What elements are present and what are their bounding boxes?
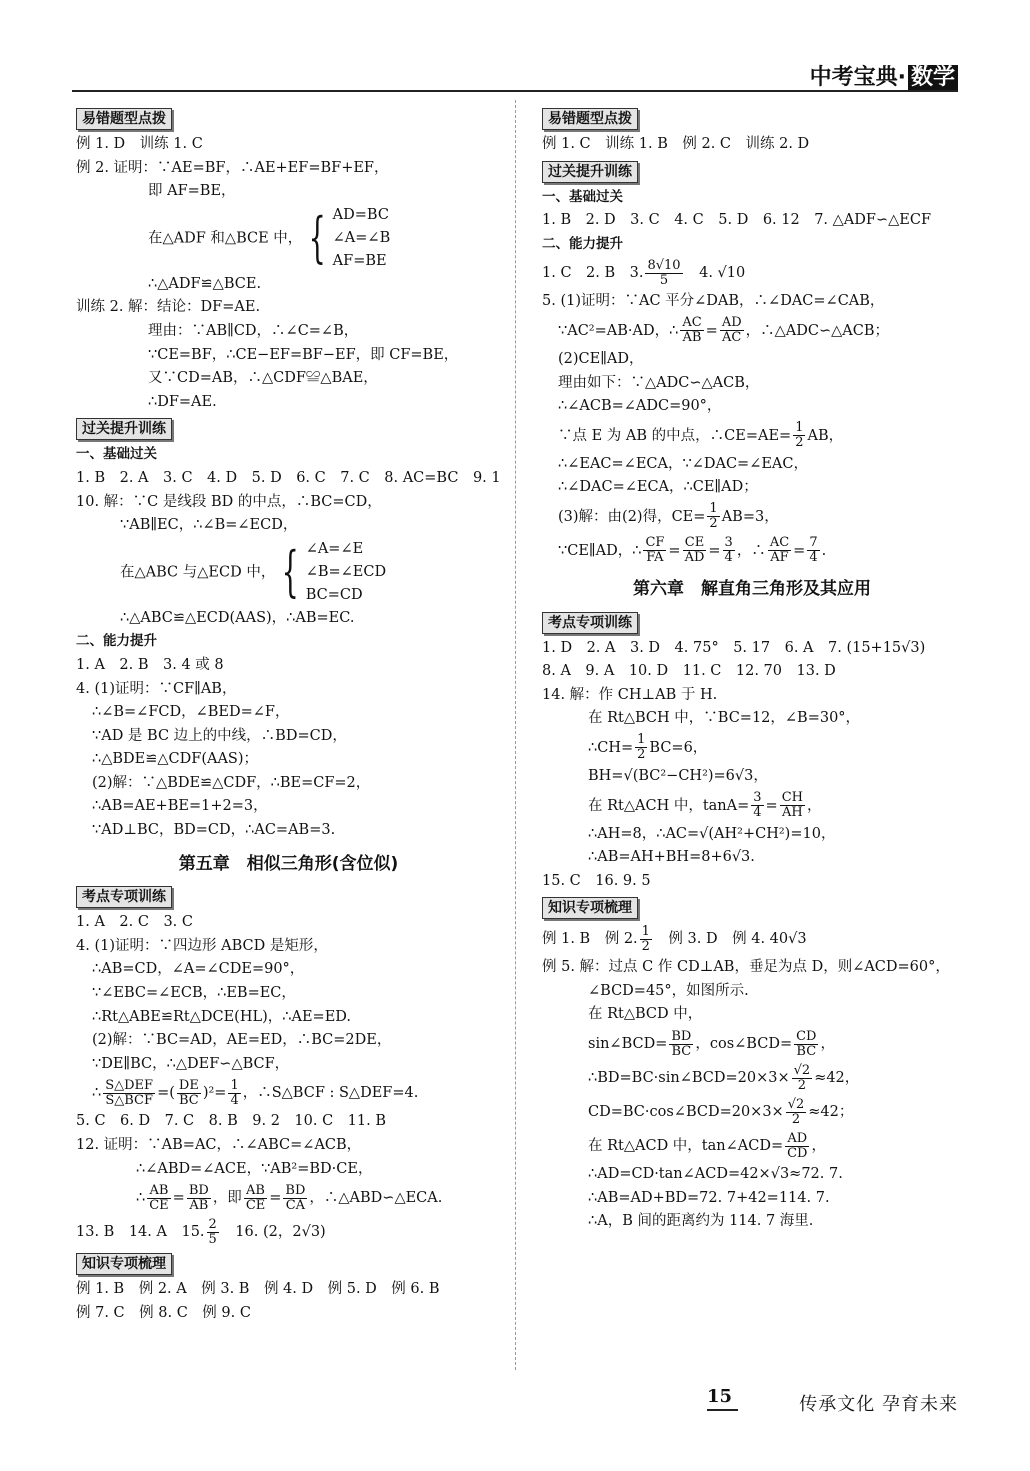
text-line: ∵AD 是 BC 边上的中线，∴BD=CD，: [92, 727, 347, 744]
chapter-title: 第五章 相似三角形(含位似): [178, 853, 399, 874]
sys-row: BC=CD: [305, 586, 363, 603]
sys-row: AF=BE: [332, 252, 387, 269]
text-span: AB=3，: [721, 508, 779, 525]
text-span: 在△ABC 与△ECD 中，: [120, 564, 276, 581]
fraction-num: CH: [781, 790, 803, 805]
text-line: 例 7. C 例 8. C 例 9. C: [76, 1304, 251, 1321]
text-line: ∴△BDE≌△CDF(AAS)；: [92, 751, 259, 768]
fraction-den: CA: [285, 1197, 306, 1213]
fraction-num: BD: [188, 1182, 209, 1198]
text-line: 1. B 2. A 3. C 4. D 5. D 6. C 7. C 8. AC=BC 9. 1: [76, 469, 501, 486]
text-span: ≈42，: [814, 1070, 860, 1087]
text-span: ∴CH=: [588, 739, 634, 756]
text-line: 4. (1)证明：∵四边形 ABCD 是矩形，: [76, 937, 328, 954]
left-column: [76, 104, 501, 1325]
fraction-den: 4: [753, 805, 762, 820]
formula-line: [542, 922, 962, 956]
section-tag: 知识专项梳理: [542, 897, 638, 919]
text-line: 理由如下：∵△ADC∽△ACB，: [558, 374, 760, 391]
subsection-title: 二、能力提升: [542, 235, 623, 252]
text-line: 即 AF=BE，: [148, 183, 236, 200]
fraction-den: 2: [797, 1077, 807, 1093]
text-span: ≈42；: [808, 1104, 854, 1121]
text-line: 例 1. C 训练 1. B 例 2. C 训练 2. D: [542, 136, 810, 152]
text-line: (2)解：∵△BDE≌△CDF，∴BE=CF=2，: [92, 774, 371, 791]
section-tag: 考点专项训练: [542, 612, 638, 634]
fraction-den: 4: [724, 550, 733, 566]
fraction-den: AF: [770, 550, 789, 566]
section-tag: 易错题型点拨: [542, 108, 638, 130]
fraction-num: 1: [709, 501, 718, 517]
formula-line: [542, 500, 962, 534]
fraction-den: BC: [671, 1043, 692, 1059]
text-span: ，∴△ABD∽△ECA.: [309, 1190, 443, 1207]
fraction-num: 8√10: [647, 257, 681, 273]
text-line: ∴DF=AE.: [148, 393, 217, 410]
column-divider: [515, 100, 516, 1370]
fraction-den: FA: [646, 550, 664, 566]
text-line: ∴AH=8，∴AC=√(AH²+CH²)=10，: [588, 825, 836, 842]
text-line: 1. A 2. B 3. 4 或 8: [76, 656, 224, 673]
text-line: ∵CE=BF，∴CE−EF=BF−EF，即 CF=BE，: [148, 346, 459, 363]
fraction-num: AB: [147, 1184, 170, 1199]
text-span: 4. √10: [684, 265, 746, 282]
fraction-den: 2: [709, 516, 718, 532]
formula-line: [542, 731, 962, 765]
text-line: 1. A 2. C 3. C: [76, 914, 193, 931]
subsection-title: 一、基础过关: [76, 446, 157, 463]
text-span: 在△ADF 和△BCE 中，: [148, 230, 303, 247]
text-line: 在 Rt△BCD 中，: [588, 1006, 703, 1023]
text-line: 5. C 6. D 7. C 8. B 9. 2 10. C 11. B: [76, 1113, 387, 1130]
section-tag: 过关提升训练: [76, 418, 172, 440]
text-span: 16. (2，2√3): [220, 1224, 326, 1241]
fraction-num: DE: [178, 1077, 199, 1093]
text-span: AB，: [807, 427, 844, 444]
text-line: ∠BCD=45°，如图所示.: [588, 982, 749, 999]
fraction-den: BC: [796, 1043, 817, 1059]
formula-line: ∴ $\frac{\text{S△DEF}}{\text{S△BCF}}$ =( $\frac{DE}{BC}$ )²= $\frac{1}{4}$ ，∴S△BCF : S△DEF=4.: [92, 1077, 419, 1108]
fraction-num: 2: [208, 1216, 217, 1232]
fraction-num: 1: [641, 923, 650, 939]
chapter-title: 第六章 解直角三角形及其应用: [633, 578, 871, 599]
text-line: (2)解：∵BC=AD，AE=ED，∴BC=2DE，: [92, 1032, 392, 1049]
text-line: 在 Rt△BCH 中，∵BC=12，∠B=30°，: [588, 710, 861, 727]
fraction-num: AD: [721, 315, 742, 331]
text-line: 4. (1)证明：∵CF∥AB，: [76, 680, 237, 697]
fraction-num: CD: [796, 1028, 817, 1044]
text-line: ∴∠ABD=∠ACE，∵AB²=BD·CE，: [136, 1160, 373, 1177]
text-line: ∴△ABC≌△ECD(AAS)，∴AB=EC.: [120, 609, 355, 626]
formula-line: [76, 1215, 501, 1249]
text-line: (2)CE∥AD，: [558, 350, 644, 367]
fraction-den: S△BCF: [105, 1092, 153, 1108]
equation-system: 在△ADF 和△BCE 中， { AD=BC ∠A=∠B AF=BE: [76, 204, 501, 273]
text-line: 1. D 2. A 3. D 4. 75° 5. 17 6. A 7. (15+15√3): [542, 639, 926, 656]
text-line: 例 1. D 训练 1. C: [76, 136, 203, 152]
subsection-title: 二、能力提升: [76, 633, 157, 650]
text-line: 15. C 16. 9. 5: [542, 872, 651, 889]
text-span: ∵CE∥AD，∴: [558, 542, 642, 559]
fraction-den: AB: [682, 330, 702, 346]
fraction-num: 3: [753, 790, 762, 805]
fraction-num: AB: [244, 1184, 267, 1199]
fraction-num: 3: [724, 535, 733, 551]
fraction-num: S△DEF: [105, 1077, 154, 1093]
fraction-den: CE: [245, 1197, 266, 1213]
sys-row: AD=BC: [332, 206, 389, 223]
fraction-num: AD: [785, 1132, 809, 1147]
text-line: ∵AB∥EC，∴∠B=∠ECD，: [120, 517, 298, 534]
text-line: ∴AB=AH+BH=8+6√3.: [588, 849, 755, 866]
formula-line: 在 Rt△ACH 中，tanA= $\frac{3}{4}$ = $\frac{CH}{AH}$ ，: [588, 790, 822, 820]
fraction-num: 7: [809, 535, 818, 551]
header-subject: 数学: [908, 65, 958, 90]
text-line: ∴Rt△ABE≌Rt△DCE(HL)，∴AE=ED.: [92, 1008, 352, 1025]
section-tag: 知识专项梳理: [76, 1253, 172, 1275]
text-line: 例 1. B 例 2. A 例 3. B 例 4. D 例 5. D 例 6. B: [76, 1281, 440, 1298]
text-span: sin∠BCD=: [588, 1036, 668, 1053]
fraction-den: 5: [208, 1231, 217, 1247]
fraction-den: AD: [684, 550, 705, 566]
fraction-den: 4: [230, 1092, 239, 1108]
text-line: ∴∠EAC=∠ECA，∵∠DAC=∠EAC，: [558, 455, 808, 472]
text-line: BH=√(BC²−CH²)=6√3，: [588, 767, 768, 784]
text-line: ∴∠B=∠FCD，∠BED=∠F，: [92, 704, 290, 721]
equation-system: 在△ABC 与△ECD 中， { ∠A=∠E ∠B=∠ECD BC=CD: [76, 538, 501, 607]
text-span: (3)解：由(2)得，CE=: [558, 508, 706, 525]
formula-line: ∵AC²=AB·AD，∴ $\frac{AC}{AB}$ = $\frac{AD}{AC}$ ，∴△ADC∽△ACB；: [558, 315, 889, 346]
subsection-title: 一、基础过关: [542, 188, 623, 205]
text-span: ∵AC²=AB·AD，∴: [558, 322, 679, 339]
text-line: 例 5. 解：过点 C 作 CD⊥AB，垂足为点 D，则∠ACD=60°，: [542, 959, 950, 976]
fraction-den: AC: [722, 330, 742, 346]
text-span: )²=: [202, 1085, 227, 1102]
text-line: ∵DE∥BC，∴△DEF∽△BCF，: [92, 1055, 290, 1072]
text-line: ∴AB=CD，∠A=∠CDE=90°，: [92, 961, 305, 978]
text-span: BC=6，: [649, 739, 708, 756]
text-span: 在 Rt△ACD 中，tan∠ACD=: [588, 1138, 784, 1155]
section-tag: 易错题型点拨: [76, 108, 172, 130]
formula-line: [542, 419, 962, 453]
fraction-den: 2: [641, 938, 650, 954]
formula-line: ∵CE∥AD，∴ $\frac{CF}{FA}$ = $\frac{CE}{AD}$ = $\frac{3}{4}$ ，∴ $\frac{AC}{AF}$ = $\frac{7}{4}$ .: [558, 535, 827, 566]
footer-slogan: 传承文化 孕育未来: [799, 1394, 958, 1415]
formula-line: [542, 1061, 962, 1095]
fraction-den: 5: [659, 272, 669, 288]
fraction-den: 2: [637, 747, 646, 763]
sys-row: ∠A=∠E: [305, 540, 364, 557]
text-span: 在 Rt△ACH 中，tanA=: [588, 797, 750, 814]
text-line: 例 2. 证明：∵AE=BF，∴AE+EF=BF+EF，: [76, 159, 389, 176]
formula-line: ∴ $\frac{AB}{CE}$ = $\frac{BD}{AB}$ ，即 $\frac{AB}{CE}$ = $\frac{BD}{CA}$ ，∴△ABD∽△ECA.: [136, 1182, 443, 1213]
text-line: ∵AD⊥BC，BD=CD，∴AC=AB=3.: [92, 822, 336, 839]
text-span: ，即: [212, 1190, 242, 1207]
text-line: ∴A，B 间的距离约为 114. 7 海里.: [588, 1213, 814, 1230]
fraction-num: CE: [683, 536, 707, 551]
fraction-num: 1: [230, 1077, 239, 1093]
text-span: 1. C 2. B 3.: [542, 265, 644, 282]
text-span: CD=BC·cos∠BCD=20×3×: [588, 1104, 784, 1121]
section-tag: 过关提升训练: [542, 161, 638, 183]
header-title: 中考宝典·: [809, 65, 906, 90]
fraction-num: BD: [285, 1182, 306, 1198]
text-span: ∴BD=BC·sin∠BCD=20×3×: [588, 1070, 790, 1087]
header-brand: [810, 60, 958, 91]
text-line: 理由：∵AB∥CD，∴∠C=∠B，: [148, 322, 359, 339]
fraction-den: AB: [189, 1197, 209, 1213]
right-column: [542, 104, 962, 1234]
formula-line: [542, 256, 962, 290]
page-footer: [658, 1386, 958, 1426]
text-span: ，cos∠BCD=: [695, 1036, 793, 1053]
fraction-den: BC: [178, 1092, 199, 1108]
text-line: ∵∠EBC=∠ECB，∴EB=EC，: [92, 985, 296, 1002]
text-span: 13. B 14. A 15.: [76, 1224, 205, 1241]
text-line: 10. 解：∵C 是线段 BD 的中点，∴BC=CD，: [76, 493, 382, 510]
text-span: =(: [157, 1085, 175, 1102]
fraction-num: AC: [769, 535, 790, 551]
text-span: ，∴: [736, 542, 766, 559]
fraction-den: 4: [809, 550, 818, 566]
fraction-num: BD: [671, 1028, 692, 1044]
fraction-num: 1: [637, 732, 646, 748]
formula-line: 在 Rt△ACD 中，tan∠ACD= $\frac{AD}{CD}$ ，: [588, 1130, 826, 1161]
text-line: 12. 证明：∵AB=AC，∴∠ABC=∠ACB，: [76, 1137, 362, 1153]
text-span: 例 1. B 例 2.: [542, 931, 638, 948]
text-span: ∵点 E 为 AB 的中点，∴CE=AE=: [558, 427, 792, 444]
fraction-den: 2: [795, 435, 804, 451]
text-line: ∴∠DAC=∠ECA，∴CE∥AD；: [558, 479, 758, 496]
formula-line: [542, 1095, 962, 1129]
text-line: ∴∠ACB=∠ADC=90°，: [558, 398, 722, 415]
page-number: 15: [707, 1386, 738, 1411]
page-header: [72, 58, 958, 92]
fraction-den: CD: [787, 1145, 808, 1161]
fraction-den: 2: [791, 1111, 801, 1127]
fraction-num: √2: [793, 1062, 811, 1078]
formula-line: sin∠BCD= $\frac{BD}{BC}$ ，cos∠BCD= $\frac{CD}{BC}$ ，: [588, 1028, 835, 1059]
fraction-num: √2: [787, 1096, 805, 1112]
text-span: ，∴△ADC∽△ACB；: [745, 322, 889, 339]
fraction-den: AH: [781, 805, 803, 820]
text-line: 训练 2. 解：结论：DF=AE.: [76, 299, 261, 316]
text-span: 例 3. D 例 4. 40√3: [653, 931, 807, 948]
text-line: 14. 解：作 CH⊥AB 于 H.: [542, 686, 718, 703]
fraction-num: CF: [645, 535, 665, 551]
text-line: 5. (1)证明：∵AC 平分∠DAB，∴∠DAC=∠CAB，: [542, 293, 885, 310]
text-line: ∴AB=AD+BD=72. 7+42=114. 7.: [588, 1189, 830, 1206]
fraction-den: CE: [149, 1197, 169, 1213]
sys-row: ∠B=∠ECD: [305, 563, 387, 580]
text-line: ∴AD=CD·tan∠ACD=42×√3≈72. 7.: [588, 1166, 843, 1183]
section-tag: 考点专项训练: [76, 886, 172, 908]
fraction-num: 1: [795, 420, 804, 436]
text-line: 1. B 2. D 3. C 4. C 5. D 6. 12 7. △ADF∽△ECF: [542, 212, 932, 229]
text-line: ∴△ADF≌△BCE.: [148, 275, 262, 292]
sys-row: ∠A=∠B: [332, 229, 391, 246]
text-line: ∴AB=AE+BE=1+2=3，: [92, 798, 268, 815]
fraction-num: AC: [682, 315, 702, 331]
text-line: 8. A 9. A 10. D 11. C 12. 70 13. D: [542, 663, 836, 680]
text-span: ，∴S△BCF : S△DEF=4.: [242, 1085, 419, 1102]
text-line: 又∵CD=AB，∴△CDF≌△BAE，: [148, 370, 378, 387]
